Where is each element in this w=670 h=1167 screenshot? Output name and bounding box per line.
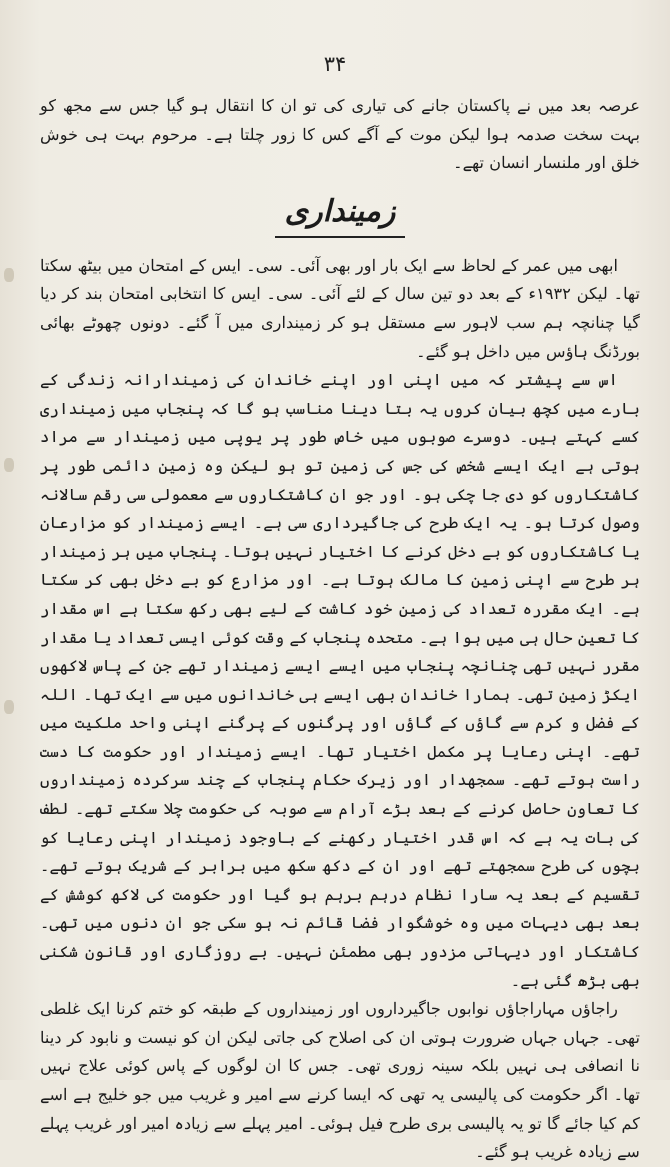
binding-hole <box>4 458 14 472</box>
section-heading: زمینداری <box>275 192 406 238</box>
binding-hole <box>4 700 14 714</box>
page-number: ۳۴ <box>323 52 347 76</box>
binding-hole <box>4 268 14 282</box>
body-paragraph: ابھی میں عمر کے لحاظ سے ایک بار اور بھی آئی۔ سی۔ ایس کے امتحان میں بیٹھ سکتا تھا۔ لیکن ۱۹۳۲ء کے بعد دو تین سال کے لئے آئی۔ سی۔ ایس کا انتخابی امتحان بند کر دیا گیا چنانچہ ہم سب لاہور سے مستقل ہو کر زمینداری میں آ گئے۔ دونوں چھوٹے بھائی بورڈنگ ہاؤس میں داخل ہو گئے۔ <box>40 255 640 361</box>
section-heading-container <box>40 192 640 238</box>
page-text <box>40 92 640 1167</box>
body-paragraph: اس سے پیشتر کہ میں اپنی اور اپنے خاندان کی زمیندارانہ زندگی کے بارے میں کچھ بیان کروں یہ بتا دینا مناسب ہو گا کہ پنجاب میں زمینداری کسے کہتے ہیں۔ دوسرے صوبوں میں خاص طور پر یوپی میں زمیندار سے مراد ہوتی ہے ایک ایسے شخص کی جس کی زمین تو ہو لیکن وہ زمین دائمی طور پر کاشتکاروں کو دی جا چکی ہو۔ اور جو ان کاشتکاروں سے معمولی سی رقم سالانہ وصول کرتا ہو۔ یہ ایک طرح کی جاگیرداری سی ہے۔ ایسے زمیندار کو مزارعان یا کاشتکاروں کو بے دخل کرنے کا اختیار نہیں ہوتا۔ پنجاب میں ہر زمیندار ہر طرح سے اپنی زمین کا مالک ہوتا ہے۔ اور مزارع کو بے دخل بھی کر سکتا ہے۔ ایک مقررہ تعداد کی زمین خود کاشت کے لیے بھی رکھ سکتا ہے اس مقدار کا تعین حال ہی میں ہوا ہے۔ متحدہ پنجاب کے وقت کوئی ایسی تعداد یا مقدار مقرر نہیں تھی چنانچہ پنجاب میں ایسے ایسے زمیندار تھے جن کے پاس لاکھوں ایکڑ زمین تھی۔ ہمارا خاندان بھی ایسے ہی خاندانوں میں سے ایک تھا۔ اللہ کے فضل و کرم سے گاؤں کے گاؤں اور پرگنوں کے پرگنے اپنی واحد ملکیت میں تھے۔ اپنی رعایا پر مکمل اختیار تھا۔ ایسے زمیندار اور حکومت کا دست راست ہوتے تھے۔ سمجھدار اور زیرک حکام پنجاب کے چند سرکردہ زمینداروں کا تعاون حاصل کرنے کے بعد بڑے آرام سے صوبہ کی حکومت چلا سکتے تھے۔ لطف کی بات یہ ہے کہ اس قدر اختیار رکھنے کے باوجود زمیندار اپنی رعایا کو بچوں کی طرح سمجھتے تھے اور ان کے دکھ سکھ میں برابر کے شریک ہوتے تھے۔ تقسیم کے بعد یہ سارا نظام درہم برہم ہو گیا اور حکومت کی لاکھ کوشش کے بعد بھی دیہات میں وہ خوشگوار فضا قائم نہ ہو سکی جو ان دنوں میں تھی۔ کاشتکار اور دیہاتی مزدور بھی مطمئن نہیں۔ بے روزگاری اور قانون شکنی بھی بڑھ گئی ہے۔ <box>40 370 640 990</box>
intro-paragraph: عرصہ بعد میں نے پاکستان جانے کی تیاری کی تو ان کا انتقال ہو گیا جس سے مجھ کو بہت سخت صدمہ ہوا لیکن موت کے آگے کس کا زور چلتا ہے۔ مرحوم بہت ہی خوش خلق اور ملنسار انسان تھے۔ <box>40 96 640 173</box>
page-binding-holes <box>0 0 24 1080</box>
body-paragraph: راجاؤں مہاراجاؤں نوابوں جاگیرداروں اور زمینداروں کے طبقہ کو ختم کرنا ایک غلطی تھی۔ جہاں جہاں ضرورت ہوتی ان کی اصلاح کی جاتی لیکن ان کو نیست و نابود کر دینا نا انصافی ہی نہیں بلکہ سینہ زوری تھی۔ جس کا ان لوگوں کے پاس کوئی علاج نہیں تھا۔ اگر حکومت کی پالیسی یہ تھی کہ ایسا کرنے سے امیر و غریب میں جو خلیج ہے اسے کم کیا جائے گا تو یہ پالیسی بری طرح فیل ہوئی۔ امیر پہلے سے زیادہ امیر اور غریب پہلے سے زیادہ غریب ہو گئے۔ <box>40 999 640 1162</box>
